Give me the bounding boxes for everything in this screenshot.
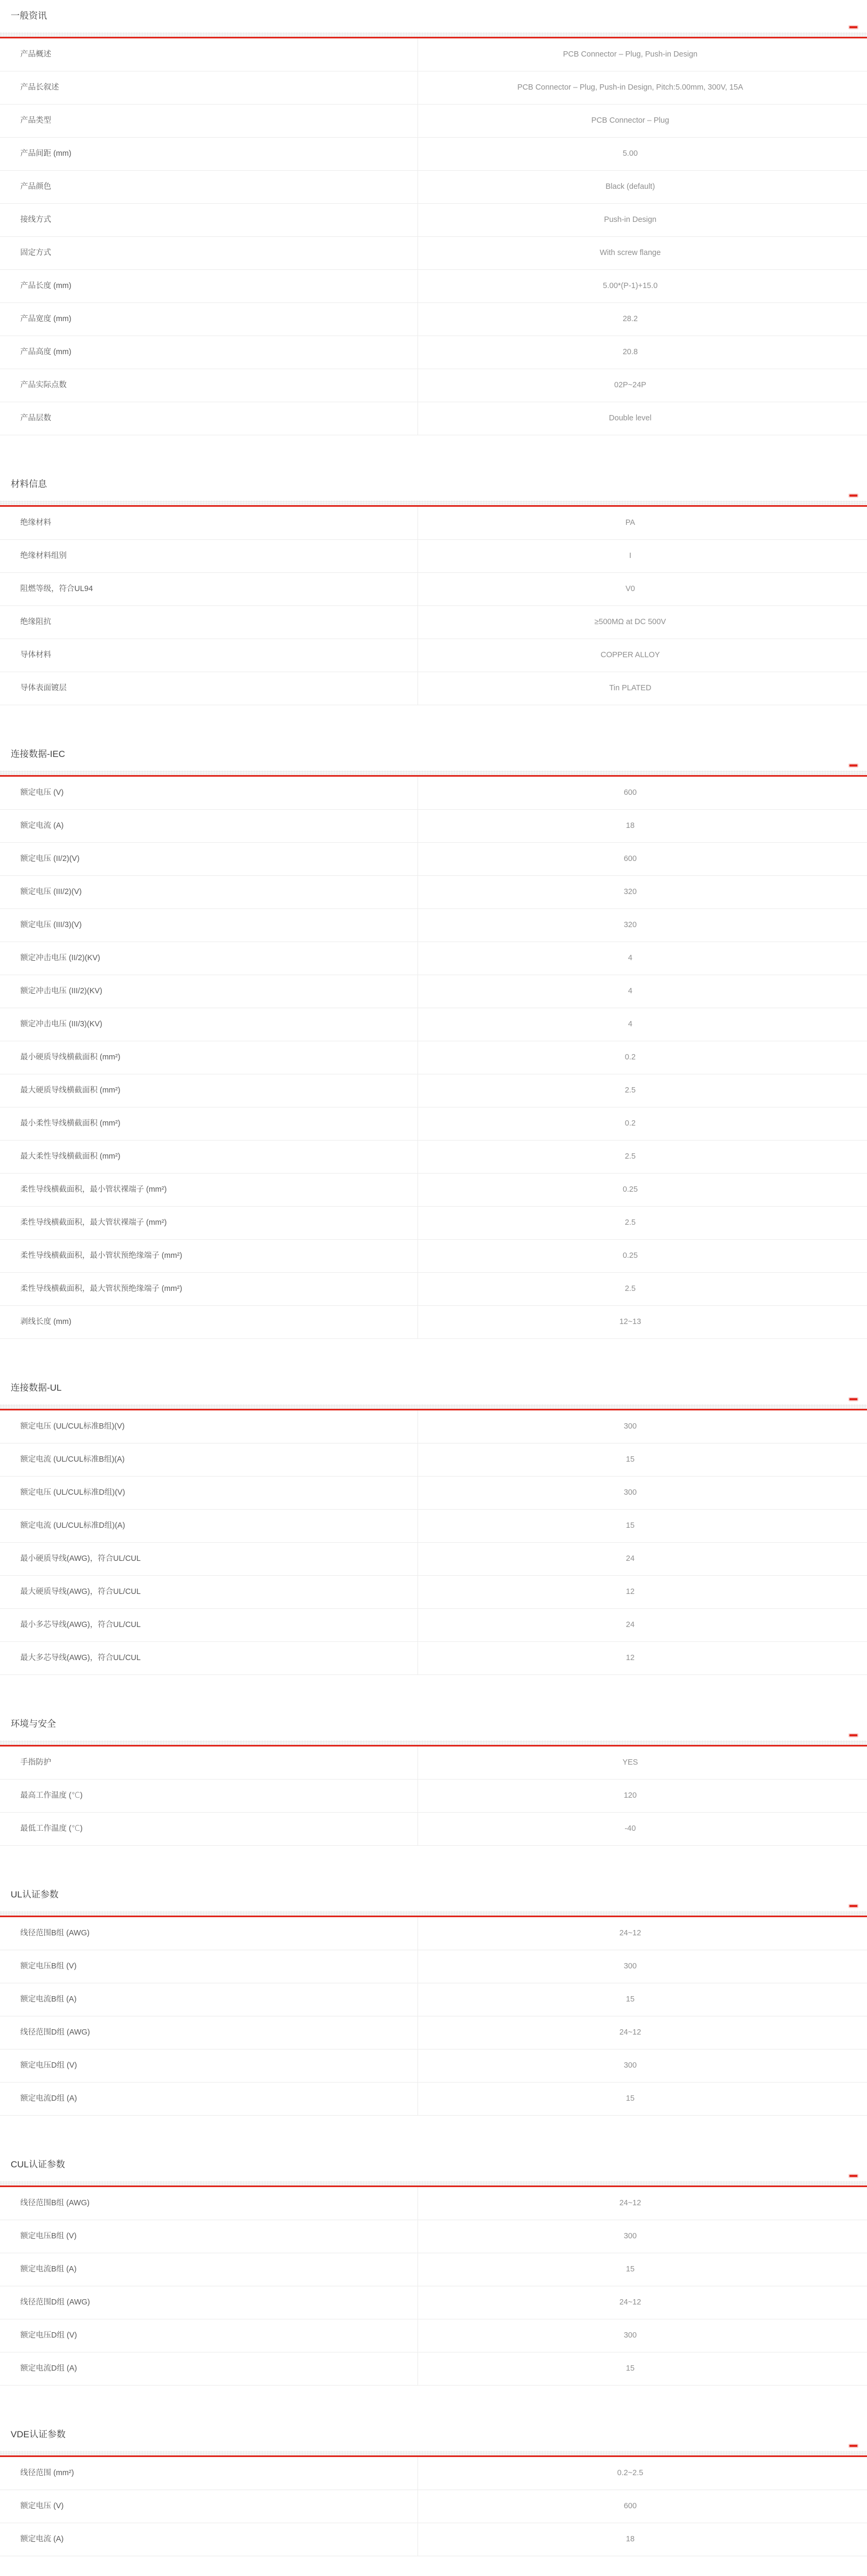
spec-value: 24~12	[418, 2286, 867, 2319]
spec-label: 额定电流B组 (A)	[20, 1995, 77, 2004]
spec-value: 02P~24P	[418, 369, 867, 402]
spec-value: COPPER ALLOY	[418, 639, 867, 672]
spec-value: 4	[418, 942, 867, 975]
table-row	[0, 336, 867, 369]
spec-label: 产品间距 (mm)	[20, 149, 71, 158]
table-row	[0, 777, 867, 810]
collapse-minus-icon[interactable]	[849, 1398, 857, 1400]
spec-label: 最高工作温度 (℃)	[20, 1791, 83, 1800]
spec-label: 额定电压 (V)	[20, 788, 64, 797]
table-row	[0, 1510, 867, 1543]
spec-label: 额定电流D组 (A)	[20, 2364, 77, 2373]
spec-label: 产品长度 (mm)	[20, 281, 71, 290]
spec-value: 320	[418, 909, 867, 942]
spec-value: 0.2	[418, 1107, 867, 1140]
spec-value: 2.5	[418, 1207, 867, 1239]
spec-value: 300	[418, 1477, 867, 1509]
spec-section	[0, 478, 867, 705]
table-row	[0, 1917, 867, 1950]
spec-section	[0, 1382, 867, 1675]
table-row	[0, 1107, 867, 1141]
spec-value: 4	[418, 1008, 867, 1041]
spec-value: 120	[418, 1780, 867, 1812]
table-row	[0, 2220, 867, 2253]
table-row	[0, 2049, 867, 2083]
spec-value: Black (default)	[418, 171, 867, 203]
spec-value: 15	[418, 1510, 867, 1542]
section-header	[0, 2158, 867, 2179]
spec-value: I	[418, 540, 867, 572]
table-row	[0, 1207, 867, 1240]
table-row	[0, 573, 867, 606]
spec-label: 额定电流 (UL/CUL标准D组)(A)	[20, 1521, 125, 1530]
table-row	[0, 204, 867, 237]
spec-value: 18	[418, 810, 867, 842]
spec-label: 额定电流B组 (A)	[20, 2264, 77, 2274]
spec-value: PA	[418, 507, 867, 539]
spec-value: 20.8	[418, 336, 867, 369]
table-row	[0, 1008, 867, 1041]
spec-table	[0, 505, 867, 705]
section-header	[0, 478, 867, 498]
spec-label: 额定电流 (UL/CUL标准B组)(A)	[20, 1455, 125, 1464]
section-header	[0, 748, 867, 768]
table-row	[0, 1746, 867, 1780]
spec-label: 手指防护	[20, 1758, 51, 1767]
spec-label: 产品高度 (mm)	[20, 347, 71, 356]
section-header	[0, 1718, 867, 1738]
spec-value: With screw flange	[418, 237, 867, 269]
table-row	[0, 2286, 867, 2319]
spec-label: 导体表面镀层	[20, 683, 67, 692]
collapse-minus-icon[interactable]	[849, 1905, 857, 1907]
table-row	[0, 1477, 867, 1510]
spec-value: 28.2	[418, 303, 867, 336]
spec-label: 额定电流 (A)	[20, 2534, 64, 2543]
spec-label: 最小硬质导线横截面积 (mm²)	[20, 1052, 121, 1062]
table-row	[0, 402, 867, 435]
table-row	[0, 2083, 867, 2116]
spec-label: 额定电压 (V)	[20, 2501, 64, 2510]
table-row	[0, 843, 867, 876]
spec-label: 额定电压 (UL/CUL标准D组)(V)	[20, 1488, 125, 1497]
spec-section	[0, 1718, 867, 1846]
spec-label: 额定冲击电压 (III/3)(KV)	[20, 1019, 102, 1028]
spec-section	[0, 2158, 867, 2386]
section-title: 连接数据-UL	[11, 1383, 62, 1393]
table-row	[0, 2016, 867, 2049]
spec-value: 2.5	[418, 1273, 867, 1305]
table-row	[0, 1950, 867, 1983]
spec-value: 12~13	[418, 1306, 867, 1338]
table-row	[0, 1983, 867, 2016]
spec-value: ≥500MΩ at DC 500V	[418, 606, 867, 639]
spec-value: PCB Connector – Plug, Push-in Design	[418, 38, 867, 71]
spec-label: 额定电压 (III/2)(V)	[20, 887, 82, 896]
spec-label: 绝缘材料	[20, 518, 51, 527]
table-row	[0, 2490, 867, 2523]
spec-label: 额定电压D组 (V)	[20, 2331, 77, 2340]
table-row	[0, 138, 867, 171]
table-row	[0, 38, 867, 71]
table-row	[0, 1041, 867, 1074]
spec-label: 额定电压B组 (V)	[20, 2231, 77, 2240]
spec-label: 线径范围B组 (AWG)	[20, 2198, 90, 2207]
collapse-minus-icon[interactable]	[849, 26, 857, 28]
spec-label: 额定电压 (III/3)(V)	[20, 920, 82, 929]
section-header	[0, 1888, 867, 1909]
spec-label: 最大硬质导线(AWG)，符合UL/CUL	[20, 1587, 141, 1596]
spec-value: 15	[418, 1443, 867, 1476]
table-row	[0, 975, 867, 1008]
spec-sections-container	[0, 10, 867, 2556]
section-header	[0, 10, 867, 30]
spec-label: 柔性导线横截面积，最小管状裸端子 (mm²)	[20, 1185, 167, 1194]
section-title: 环境与安全	[11, 1719, 56, 1729]
spec-value: 600	[418, 843, 867, 875]
spec-label: 绝缘材料组别	[20, 551, 67, 560]
spec-value: Push-in Design	[418, 204, 867, 236]
spec-label: 柔性导线横截面积，最大管状预绝缘端子 (mm²)	[20, 1284, 182, 1293]
spec-value: 300	[418, 2049, 867, 2082]
spec-label: 额定电压B组 (V)	[20, 1961, 77, 1971]
section-title: 一般资讯	[11, 11, 47, 21]
spec-label: 额定电流 (A)	[20, 821, 64, 830]
spec-value: YES	[418, 1746, 867, 1779]
section-title: 连接数据-IEC	[11, 749, 65, 759]
spec-value: 24~12	[418, 2187, 867, 2220]
collapse-minus-icon[interactable]	[849, 2445, 857, 2447]
spec-table	[0, 37, 867, 435]
spec-label: 剥线长度 (mm)	[20, 1317, 71, 1326]
spec-table	[0, 775, 867, 1339]
spec-value: Double level	[418, 402, 867, 435]
spec-table	[0, 1745, 867, 1846]
spec-label: 额定电流D组 (A)	[20, 2094, 77, 2103]
collapse-minus-icon[interactable]	[849, 2175, 857, 2177]
table-row	[0, 2352, 867, 2386]
section-header	[0, 1382, 867, 1402]
table-row	[0, 303, 867, 336]
table-row	[0, 1306, 867, 1339]
stripe-band-decoration	[0, 2181, 867, 2186]
spec-label: 产品宽度 (mm)	[20, 314, 71, 323]
spec-label: 额定电压 (II/2)(V)	[20, 854, 80, 863]
spec-value: 5.00*(P-1)+15.0	[418, 270, 867, 302]
section-header	[0, 2428, 867, 2449]
spec-label: 固定方式	[20, 248, 51, 257]
stripe-band-decoration	[0, 1404, 867, 1409]
section-title: VDE认证参数	[11, 2429, 66, 2439]
spec-value: V0	[418, 573, 867, 605]
spec-value: 15	[418, 2352, 867, 2385]
table-row	[0, 810, 867, 843]
spec-value: 300	[418, 1410, 867, 1443]
table-row	[0, 71, 867, 105]
spec-label: 绝缘阻抗	[20, 617, 51, 626]
spec-label: 接线方式	[20, 215, 51, 224]
table-row	[0, 909, 867, 942]
table-row	[0, 876, 867, 909]
spec-value: 320	[418, 876, 867, 908]
spec-value: 15	[418, 2083, 867, 2115]
table-row	[0, 1141, 867, 1174]
spec-label: 最大多芯导线(AWG)，符合UL/CUL	[20, 1653, 141, 1662]
spec-table	[0, 2455, 867, 2556]
section-title: 材料信息	[11, 479, 47, 489]
spec-label: 线径范围 (mm²)	[20, 2468, 74, 2477]
table-row	[0, 1273, 867, 1306]
spec-label: 导体材料	[20, 650, 51, 659]
table-row	[0, 1642, 867, 1675]
spec-value: 0.25	[418, 1240, 867, 1272]
table-row	[0, 369, 867, 402]
table-row	[0, 1074, 867, 1107]
spec-value: 300	[418, 2319, 867, 2352]
spec-label: 额定冲击电压 (II/2)(KV)	[20, 953, 100, 962]
spec-value: 300	[418, 1950, 867, 1983]
spec-label: 线径范围B组 (AWG)	[20, 1928, 90, 1937]
spec-section	[0, 2428, 867, 2556]
table-row	[0, 942, 867, 975]
spec-table	[0, 2186, 867, 2386]
table-row	[0, 639, 867, 672]
table-row	[0, 2319, 867, 2352]
spec-value: 2.5	[418, 1141, 867, 1173]
spec-value: 12	[418, 1642, 867, 1674]
spec-label: 柔性导线横截面积，最小管状预绝缘端子 (mm²)	[20, 1251, 182, 1260]
table-row	[0, 606, 867, 639]
table-row	[0, 171, 867, 204]
spec-label: 额定冲击电压 (III/2)(KV)	[20, 986, 102, 995]
table-row	[0, 507, 867, 540]
spec-label: 线径范围D组 (AWG)	[20, 2298, 90, 2307]
table-row	[0, 2457, 867, 2490]
table-row	[0, 1609, 867, 1642]
stripe-band-decoration	[0, 1911, 867, 1916]
spec-label: 柔性导线横截面积，最大管状裸端子 (mm²)	[20, 1218, 167, 1227]
spec-label: 产品长叙述	[20, 83, 59, 92]
table-row	[0, 1240, 867, 1273]
spec-value: 24	[418, 1543, 867, 1575]
table-row	[0, 270, 867, 303]
collapse-minus-icon[interactable]	[849, 495, 857, 497]
spec-value: 600	[418, 777, 867, 809]
collapse-minus-icon[interactable]	[849, 764, 857, 767]
spec-section	[0, 10, 867, 435]
spec-value: -40	[418, 1813, 867, 1845]
spec-label: 最大硬质导线横截面积 (mm²)	[20, 1086, 121, 1095]
spec-value: 24~12	[418, 2016, 867, 2049]
table-row	[0, 2523, 867, 2556]
collapse-minus-icon[interactable]	[849, 1734, 857, 1736]
spec-label: 最小柔性导线横截面积 (mm²)	[20, 1119, 121, 1128]
stripe-band-decoration	[0, 32, 867, 37]
spec-value: 12	[418, 1576, 867, 1608]
spec-value: 300	[418, 2220, 867, 2253]
spec-section	[0, 748, 867, 1339]
table-row	[0, 1543, 867, 1576]
spec-value: 4	[418, 975, 867, 1008]
spec-value: Tin PLATED	[418, 672, 867, 705]
spec-value: 15	[418, 1983, 867, 2016]
spec-value: 0.2~2.5	[418, 2457, 867, 2490]
section-title: UL认证参数	[11, 1889, 59, 1900]
spec-value: 18	[418, 2523, 867, 2556]
table-row	[0, 1576, 867, 1609]
table-row	[0, 1443, 867, 1477]
spec-value: PCB Connector – Plug	[418, 105, 867, 137]
stripe-band-decoration	[0, 500, 867, 505]
spec-value: 2.5	[418, 1074, 867, 1107]
stripe-band-decoration	[0, 1740, 867, 1745]
spec-label: 产品颜色	[20, 182, 51, 191]
spec-label: 阻燃等级，符合UL94	[20, 584, 93, 593]
spec-label: 线径范围D组 (AWG)	[20, 2028, 90, 2037]
table-row	[0, 237, 867, 270]
table-row	[0, 1174, 867, 1207]
spec-value: 600	[418, 2490, 867, 2523]
spec-value: 24	[418, 1609, 867, 1641]
table-row	[0, 2253, 867, 2286]
spec-value: 0.2	[418, 1041, 867, 1074]
spec-label: 产品实际点数	[20, 380, 67, 389]
table-row	[0, 672, 867, 705]
spec-label: 额定电压 (UL/CUL标准B组)(V)	[20, 1422, 125, 1431]
spec-label: 最大柔性导线横截面积 (mm²)	[20, 1152, 121, 1161]
spec-value: 5.00	[418, 138, 867, 170]
spec-label: 最低工作温度 (℃)	[20, 1824, 83, 1833]
spec-label: 额定电压D组 (V)	[20, 2061, 77, 2070]
table-row	[0, 105, 867, 138]
spec-value: 24~12	[418, 1917, 867, 1950]
spec-label: 最小硬质导线(AWG)，符合UL/CUL	[20, 1554, 141, 1563]
spec-value: 0.25	[418, 1174, 867, 1206]
table-row	[0, 1410, 867, 1443]
spec-label: 产品层数	[20, 413, 51, 422]
table-row	[0, 1780, 867, 1813]
table-row	[0, 2187, 867, 2220]
spec-label: 产品概述	[20, 50, 51, 59]
spec-value: 15	[418, 2253, 867, 2286]
spec-label: 最小多芯导线(AWG)，符合UL/CUL	[20, 1620, 141, 1629]
spec-label: 产品类型	[20, 116, 51, 125]
spec-table	[0, 1916, 867, 2116]
table-row	[0, 1813, 867, 1846]
table-row	[0, 540, 867, 573]
spec-section	[0, 1888, 867, 2116]
spec-table	[0, 1409, 867, 1675]
stripe-band-decoration	[0, 770, 867, 775]
spec-value: PCB Connector – Plug, Push-in Design, Pitch:5.00mm, 300V, 15A	[418, 71, 867, 104]
stripe-band-decoration	[0, 2451, 867, 2455]
section-title: CUL认证参数	[11, 2159, 66, 2170]
